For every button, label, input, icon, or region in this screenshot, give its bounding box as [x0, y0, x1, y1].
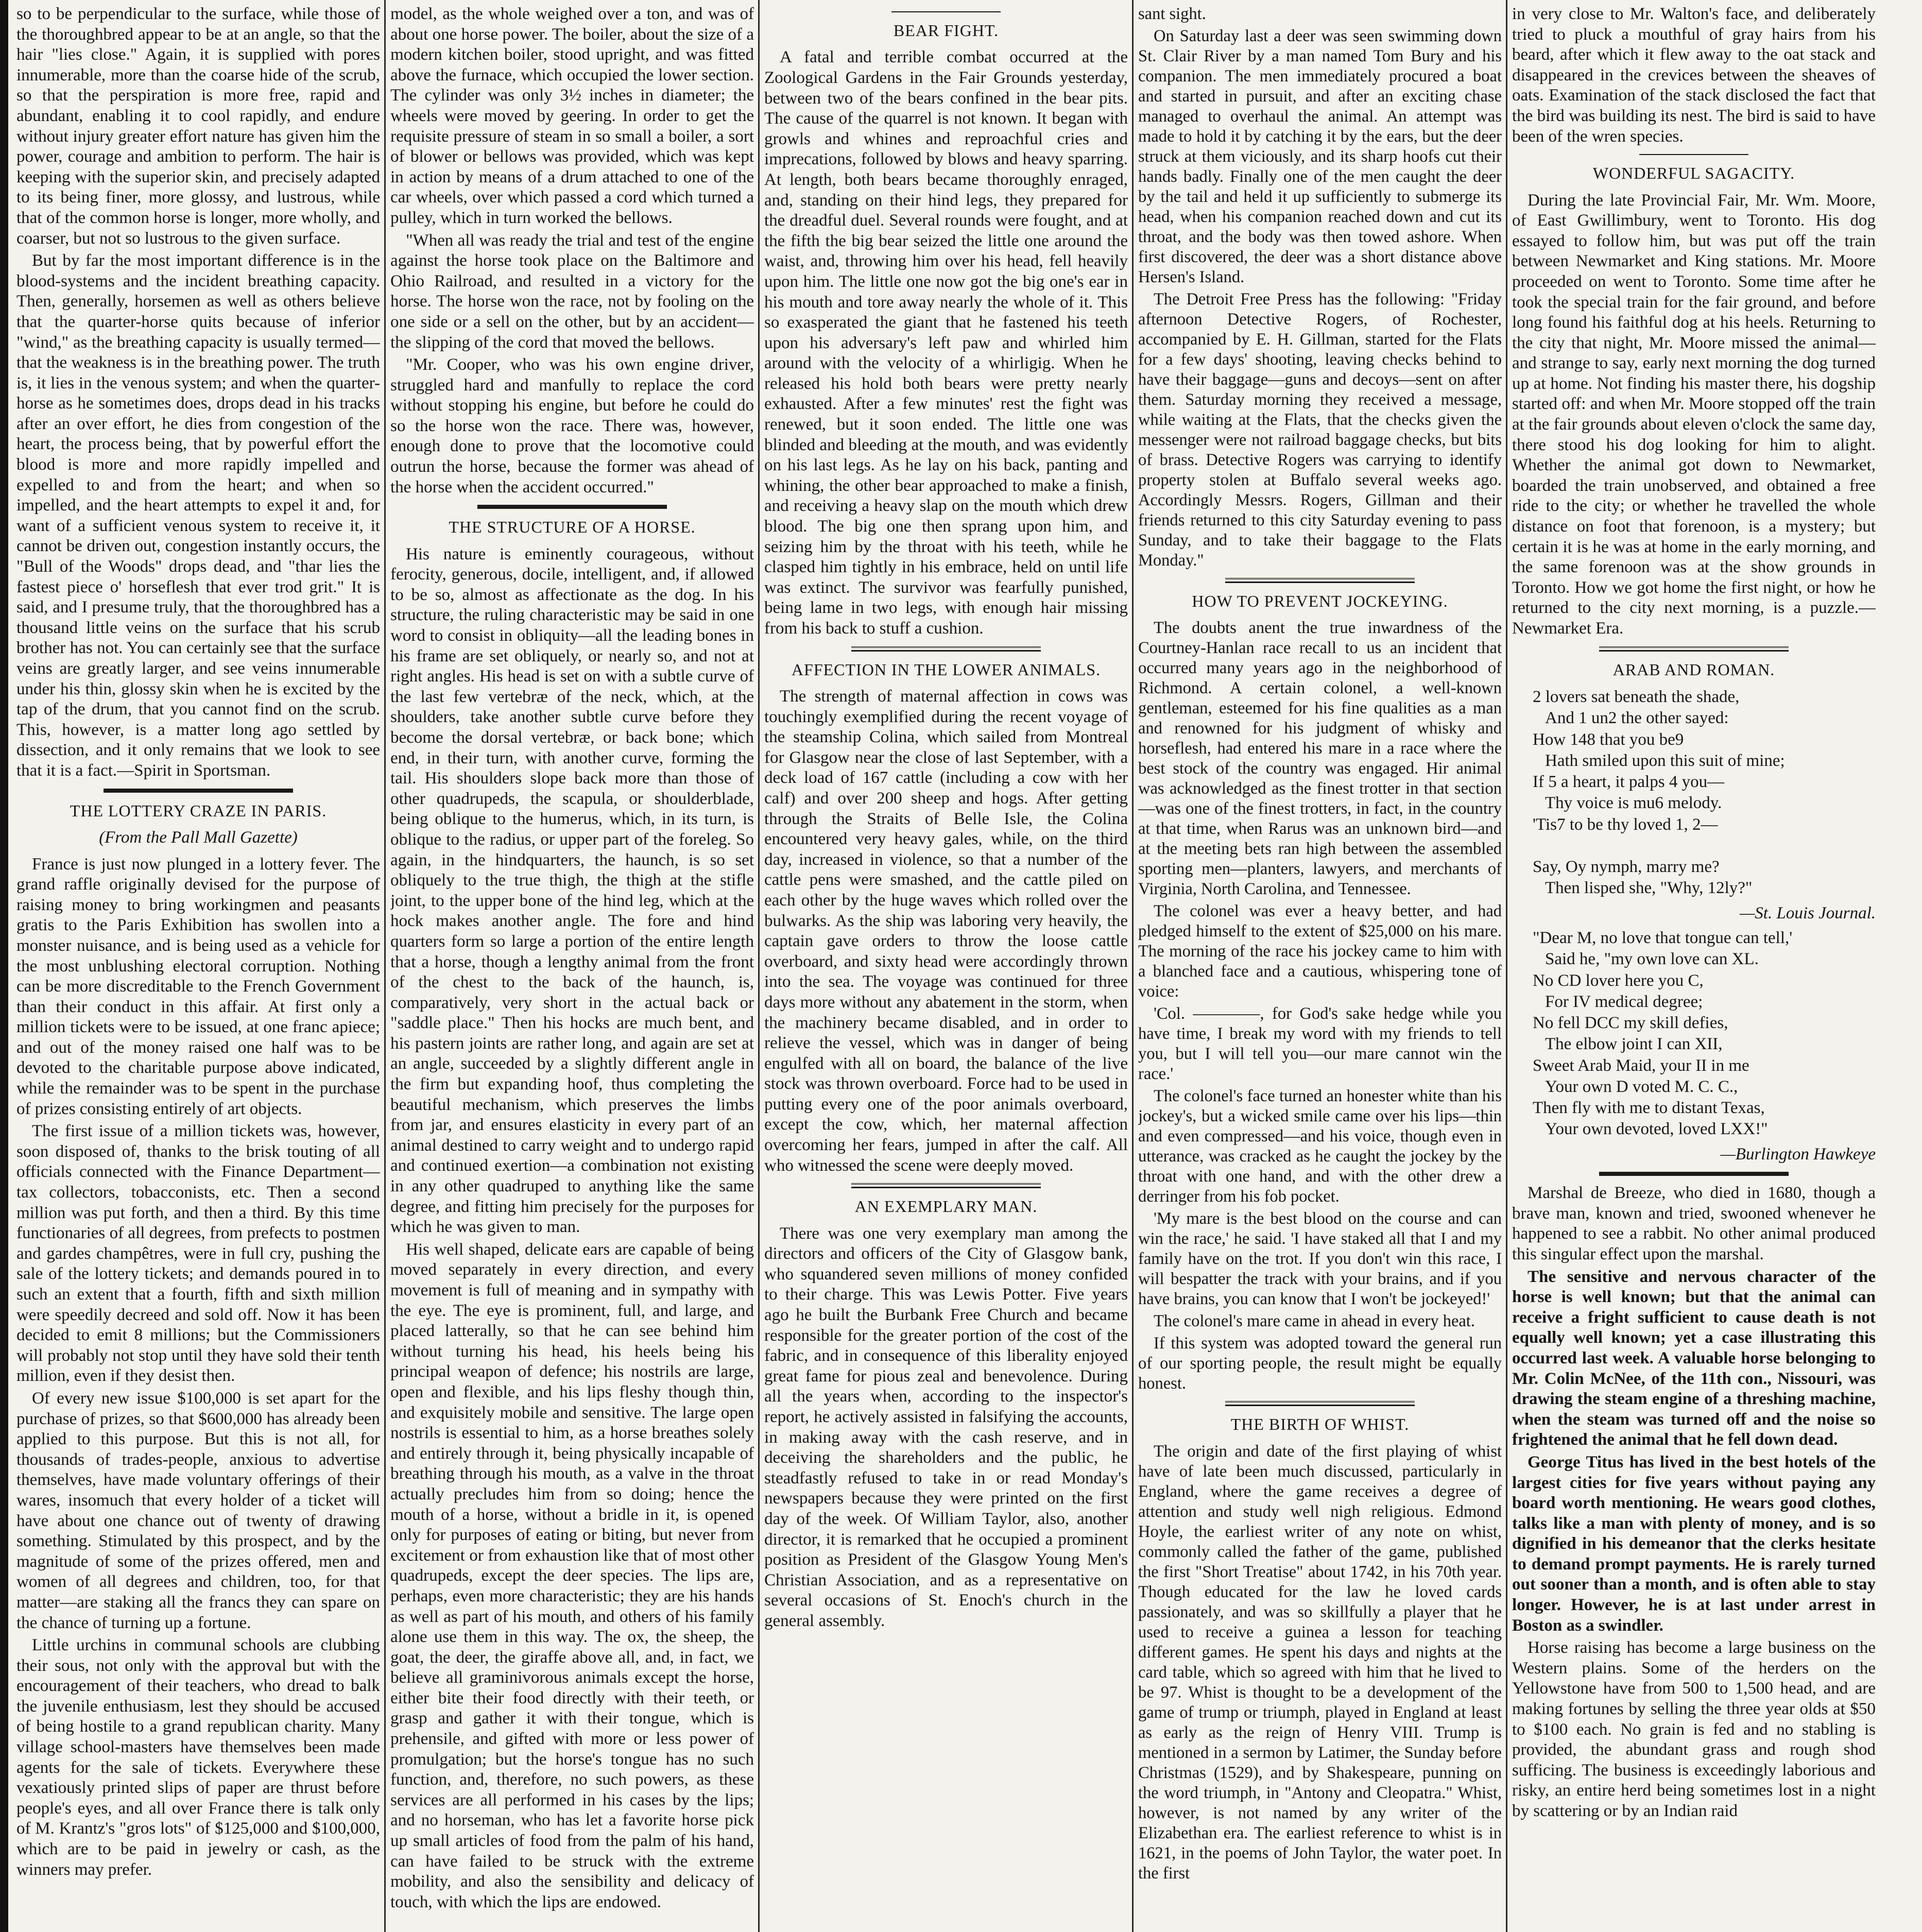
article-paragraph: The colonel was ever a heavy better, and had pledged himself to the extent of $25,000 on his mare. The morning of the race his jockey came to him with a blanched face and a cautious, whispering tone of voice: [1138, 902, 1502, 1001]
poem-line: How 148 that you be9 [1533, 730, 1684, 749]
article-paragraph: The origin and date of the first playing of whist have of late been much discussed, particularly in England, where the game receives a degree of attention and study well nigh religious. Edmond Hoyle, the earliest writer of any note on whist, commonly called the father of the game, published the first "Short Treatise" about 1742, in his 70th year. Though educated for the law he loved cards passionately, and was so skillfully a player that he used to receive a guinea a lesson for teaching different games. He spent his days and nights at the card table, which so agreed with him that he lived to be 97. Whist is thought to be a development of the game of trump or triumph, played in England at least as early as the reign of Henry VIII. Trump is mentioned in a sermon by Latimer, the Sunday before Christmas (1529), and by Shakespeare, punning on the word triumph, in "Antony and Cleopatra." Whist, however, is not named by any writer of the Elizabethan era. The earliest reference to whist is in 1621, in the poems of John Taylor, the water poet. In the first [1138, 1442, 1502, 1883]
article-headline: THE LOTTERY CRAZE IN PARIS. [70, 801, 327, 820]
poem-line: Thy voice is mu6 melody. [1545, 794, 1722, 813]
article-paragraph: 'Col. ————, for God's sake hedge while you have time, I break my word with my friends to tell you, but I will tell you—our mare cannot win the race.' [1138, 1004, 1502, 1084]
article-paragraph: Horse raising has become a large business on the Western plains. Some of the herders on the Yellowstone have from 500 to 1,500 head, and are making fortunes by selling the three year olds at $50 to $100 each. No grain is fed and no stabling is provided, the abundant grass and rough shod sufficing. The business is exceedingly laborious and risky, an entire herd being sometimes lost in a night by scattering or by an Indian raid [1512, 1638, 1876, 1820]
poem-line: "Dear M, no love that tongue can tell,' [1533, 929, 1793, 948]
article-paragraph: "Mr. Cooper, who was his own engine driver, struggled hard and manfully to replace the cord without stopping his engine, but before he could do so the horse won the race. There was, however, enough done to prove that the locomotive could outrun the horse, because the former was ahead of the horse when the accident occurred." [390, 355, 754, 497]
article-paragraph: Little urchins in communal schools are clubbing their sous, not only with the approval but with the encouragement of their teachers, who dread to balk the juvenile enthusiasm, lest they should be accused of being hostile to a grand republican charity. Many village school-masters have themselves been made agents for the sale of tickets. Everywhere these vexatiously printed slips of paper are thrust before people's eyes, and all over France there is talk only of M. Krantz's "gros lots" of $125,000 and $100,000, which are to be paid in jewelry or cash, as the winners may prefer. [16, 1636, 380, 1879]
article-headline: THE STRUCTURE OF A HORSE. [449, 518, 696, 537]
article-paragraph: On Saturday last a deer was seen swimming down St. Clair River by a man named Tom Bury and his companion. The men immediately procured a boat and started in pursuit, and after an exciting chase managed to overhaul the animal. An attempt was made to hold it by catching it by the ears, but the deer struck at them viciously, and its sharp hoofs cut their hands badly. Finally one of the men caught the deer by the tail and held it up sufficiently to submerge its head, when his companion reached down and cut its throat, and the body was then towed ashore. When first discovered, the deer was a short distance above Hersen's Island. [1138, 27, 1502, 286]
article-paragraph: The colonel's face turned an honester white than his jockey's, but a wicked smile came over his lips—thin and even compressed—and his voice, though even in utterance, was cracked as he caught the jockey by the throat with one hand, and with the other drew a derringer from his fob pocket. [1138, 1087, 1502, 1206]
section-divider [104, 789, 293, 793]
column-2 [390, 4, 754, 1928]
column-rule [384, 0, 386, 1932]
section-divider [891, 11, 1001, 12]
article-paragraph: The sensitive and nervous character of the horse is well known; but that the animal can receive a fright sufficient to cause death is not equally well known; yet a case illustrating this occurred last week. A valuable horse belonging to Mr. Colin McNee, of the 11th con., Nissouri, was drawing the steam engine of a threshing machine, when the steam was turned off and the noise so frightened the animal that he fell down dead. [1512, 1267, 1876, 1449]
column-4 [1138, 4, 1502, 1928]
article-headline: BEAR FIGHT. [893, 21, 999, 40]
article-paragraph: The colonel's mare came in ahead in every heat. [1154, 1312, 1475, 1331]
article-paragraph: sant sight. [1138, 5, 1206, 23]
article-paragraph: George Titus has lived in the best hotels of the largest cities for five years without paying any board worth mentioning. He wears good clothes, talks like a man with plenty of money, and is so dignified in his demeanor that the clerks hesitate to demand prompt payments. He is rarely turned out sooner than a month, and is often able to stay longer. However, he is at last under arrest in Boston as a swindler. [1512, 1452, 1876, 1635]
section-divider [1225, 1401, 1414, 1406]
poem-line: Hath smiled upon this suit of mine; [1545, 751, 1785, 770]
column-5 [1512, 4, 1876, 1928]
column-3 [764, 4, 1128, 1928]
article-headline: HOW TO PREVENT JOCKEYING. [1192, 592, 1448, 610]
source-credit: —Burlington Hawkeye [1720, 1144, 1876, 1164]
section-divider [477, 505, 666, 509]
source-credit: —St. Louis Journal. [1739, 903, 1876, 922]
section-divider [1599, 1172, 1788, 1176]
poem-line: Then fly with me to distant Texas, [1533, 1099, 1765, 1118]
poem-line: No CD lover here you C, [1533, 971, 1704, 990]
poem-block [1533, 687, 1876, 899]
article-paragraph: Of every new issue $100,000 is set apart for the purchase of prizes, so that $600,000 has already been applied to this purpose. But this is not all, for thousands of trades-people, anxious to advertise themselves, have made voluntary offerings of their wares, insomuch that every holder of a ticket will have about one chance out of twenty of drawing something. Stimulated by this prospect, and by the magnitude of some of the prizes offered, men and women of all degrees and children, too, for that matter—are staking all the francs they can spare on the chance of turning up a fortune. [16, 1389, 380, 1632]
poem-line: Sweet Arab Maid, your II in me [1533, 1056, 1749, 1075]
article-paragraph: His well shaped, delicate ears are capable of being moved separately in every direction, and every movement is full of meaning and in sympathy with the eye. The eye is prominent, full, and large, and placed latterally, so that he can see behind him without turning his head, his heels being his principal weapon of defence; his nostrils are large, open and flexible, and his lips fleshy though thin, and exquisitely mobile and sensitive. The large open nostrils is essential to him, as a horse breathes solely and entirely through it, being physically incapable of breathing through his mouth, as a valve in the throat actually precludes him from so doing; hence the mouth of a horse, without a bridle in it, is opened only for purposes of eating or biting, but never from excitement or from exhaustion like that of most other quadrupeds, except the deer species. The lips are, perhaps, even more characteristic; they are his hands as well as part of his mouth, and others of his family alone use them in this way. The ox, the sheep, the goat, the deer, the giraffe above all, and, in fact, we believe all graminivorous animals except the horse, either bite their food directly with their teeth, or grasp and gather it with their tongue, which is prehensile, and gifted with more or less power of promulgation; but the horse's tongue has no such function, and, therefore, no such powers, as these services are all performed in his cases by the lips; and no horseman, who has let a favorite horse pick up small articles of food from the palm of his hand, can have failed to be struck with the extreme mobility, and also the sensibility and delicacy of touch, with which the lips are endowed. [390, 1240, 754, 1911]
article-paragraph: If this system was adopted toward the general run of our sporting people, the result might be equally honest. [1138, 1334, 1502, 1393]
article-paragraph: Marshal de Breeze, who died in 1680, though a brave man, known and tried, swooned whenever he happened to see a rabbit. No other animal produced this singular effect upon the marshal. [1512, 1184, 1876, 1263]
poem-line [1533, 835, 1876, 857]
column-rule [1132, 0, 1134, 1932]
article-paragraph: The first issue of a million tickets was, however, soon disposed of, thanks to the brisk touting of all officials connected with the Finance Department—tax collectors, tobacconists, etc. Then a second million was put forth, and then a third. By this time functionaries of all degrees, from prefects to postmen and gardes champêtres, were in full cry, pushing the sale of the lottery tickets; and demands poured in to such an extent that a fourth, fifth and sixth million were speedily decreed and sold off. Now it has been decided to emit 8 millions; but the Commissioners will probably not stop until they have sold their tenth million, even if they desist then. [16, 1122, 380, 1386]
column-1 [16, 4, 380, 1928]
poem-line: And 1 un2 the other sayed: [1545, 709, 1729, 728]
article-headline: THE BIRTH OF WHIST. [1230, 1415, 1410, 1434]
section-divider [851, 646, 1040, 652]
section-divider [1599, 646, 1788, 652]
article-paragraph: The strength of maternal affection in cows was touchingly exemplified during the recent voyage of the steamship Colina, which sailed from Montreal for Glasgow near the close of last September, with a deck load of 167 cattle (including a cow with her calf) and over 200 sheep and hogs. After getting through the Straits of Belle Isle, the Colina encountered very heavy gales, while, on the third day, increased in violence, so that a number of the cattle pens were smashed, and the cattle piled on each other by the huge waves which rolled over the bulwarks. As the ship was laboring very heavily, the captain gave orders to throw the loose cattle overboard, and sixty head were accordingly thrown into the sea. The voyage was continued for three days more without any abatement in the storm, when the machinery became disabled, and in order to relieve the vessel, which was in danger of being engulfed with all on board, the balance of the live stock was thrown overboard. Force had to be used in putting every one of the poor animals overboard, except the cow, which, her maternal affection overcoming her fears, jumped in after the calf. All who witnessed the scene were deeply moved. [764, 687, 1128, 1175]
article-paragraph: A fatal and terrible combat occurred at the Zoological Gardens in the Fair Grounds yesterday, between two of the bears confined in the bear pits. The cause of the quarrel is not known. It began with growls and whines and reproachful cries and imprecations, followed by blows and heavy sparring. At length, both bears became thoroughly enraged, and, standing on their hind legs, they prepared for the dreadful duel. Several rounds were fought, and at the fifth the big bear seized the little one around the waist, and, throwing him over his head, fell heavily upon him. The little one now got the big one's ear in his mouth and tore away nearly the whole of it. This so exasperated the giant that he fastened his teeth upon his adversary's left paw and whirled him around with the velocity of a whirligig. When he released his hold both bears were pretty nearly exhausted. After a few minutes' rest the fight was renewed, but it soon ended. The little one was blinded and bleeding at the mouth, and was evidently on his last legs. As he lay on his back, panting and whining, the other bear approached to make a finish, and receiving a heavy slap on the mouth which drew blood. The big one then sprang upon him, and seizing him by the throat with his teeth, while he clasped him tightly in his embrace, held on until life was extinct. The survivor was fearfully punished, being lame in two legs, with enough hair missing from his back to stuff a cushion. [764, 48, 1128, 638]
poem-line: Say, Oy nymph, marry me? [1533, 858, 1720, 876]
article-paragraph: France is just now plunged in a lottery fever. The grand raffle originally devised for the purpose of raising money to bring workingmen and peasants gratis to the Paris Exhibition has swollen into a monster nuisance, and is being used as a vehicle for the most unblushing electoral corruption. Nothing can be more discreditable to the French Government than their conduct in this affair. At first only a million tickets were to be issued, at one franc apiece; and out of the money raised one half was to be devoted to the charitable purpose above indicated, while the remainder was to be spent in the purchase of prizes consisting entirely of art objects. [16, 854, 380, 1118]
article-paragraph: The doubts anent the true inwardness of the Courtney-Hanlan race recall to us an incident that occurred many years ago in the neighborhood of Richmond. A certain colonel, a well-known gentleman, esteemed for his fine qualities as a man and renowned for his judgment of whisky and horseflesh, had entered his mare in a race where the best stock of the country was engaged. Hir animal was acknowledged as the finest trotter in that section—was one of the finest trotters, in fact, in the country at that time, when Rarus was an unknown bird—and at the meeting bets ran high between the assembled sporting men—planters, lawyers, and merchants of Virginia, North Carolina, and Tennessee. [1138, 619, 1502, 899]
article-paragraph: But by far the most important difference is in the blood-systems and the incident breathing capacity. Then, generally, horsemen as well as others believe that the quarter-horse quits because of inferior "wind," as the breathing capacity is usually termed—that the weakness is in the breathing power. The truth is, it lies in the venous system; and when the quarter-horse as he sometimes does, drops dead in his tracks after an over effort, he dies from congestion of the heart, the process being, that by powerful effort the blood is more and more rapidly impelled and expelled to and from the heart; and when so impelled, and the heart attempts to expel it and, for want of a sufficient venous system to receive it, it cannot be driven out, congestion instantly occurs, the "Bull of the Woods" drops dead, and "thar lies the fastest piece o' horseflesh that ever trod grit." It is said, and I presume truly, that the thoroughbred has a thousand little veins on the surface that his scrub brother has not. You can certainly see that the surface veins are greatly larger, and see veins innumerable under his thin, glossy skin when he is excited by the tap of the drum, that you cannot find on the scrub. This, however, is a matter long ago settled by dissection, and it only remains that we look to see that it is a fact.—Spirit in Sportsman. [16, 251, 380, 780]
source-line: (From the Pall Mall Gazette) [99, 828, 298, 847]
article-paragraph: The Detroit Free Press has the following: "Friday afternoon Detective Rogers, of Rochester, accompanied by E. H. Gillman, started for the Flats for a few days' shooting, leaving checks behind to have their baggage—guns and decoys—sent on after them. Saturday morning they received a message, while waiting at the Flats, that the checks given the messenger were not railroad baggage checks, but bits of brass. Detective Rogers was carrying to identify property stolen at Buffalo several weeks ago. Accordingly Messrs. Rogers, Gillman and their friends returned to this city Saturday evening to pass Sunday, and to take their baggage to the Flats Monday." [1138, 290, 1502, 570]
article-paragraph: There was one very exemplary man among the directors and officers of the City of Glasgow bank, who squandered seven millions of money confided to their charge. This was Lewis Potter. Five years ago he built the Burbank Free Church and became responsible for the greater portion of the cost of the fabric, and in consequence of this liberality enjoyed great fame for pious zeal and benevolence. During all the years when, according to the inspector's report, he actively assisted in falsifying the accounts, in making away with the cash reserve, and in deceiving the shareholders and the public, he steadfastly refused to take in or read Monday's newspapers because they were printed on the first day of the week. Of William Taylor, also, another director, it is remarked that he occupied a prominent position as President of the Glasgow Young Men's Christian Association, and as a representative on several occasions of St. Enoch's church in the general assembly. [764, 1224, 1128, 1630]
article-headline: WONDERFUL SAGACITY. [1592, 164, 1795, 183]
article-paragraph: in very close to Mr. Walton's face, and deliberately tried to pluck a mouthful of gray hairs from his beard, after which it flew away to the oat stack and disappeared in the crevices between the sheaves of oats. Examination of the stack disclosed the fact that the bird was building its nest. The bird is said to have been of the wren species. [1512, 5, 1876, 146]
article-headline: ARAB AND ROMAN. [1612, 660, 1775, 679]
article-paragraph: so to be perpendicular to the surface, while those of the thoroughbred appear to be at an angle, so that the hair "lies close." Again, it is supplied with pores innumerable, more than the coarse hide of the scrub, so that the perspiration is more free, rapid and abundant, enabling it to cool rapidly, and endure without injury greater effort nature has given him the power, courage and ambition to perform. The hair is keeping with the superior skin, and precisely adapted to its being finer, more glossy, and lustrous, while that of the common horse is longer, more wholly, and coarser, but not so lustrous to the given surface. [16, 5, 380, 248]
poem-line: If 5 a heart, it palps 4 you— [1533, 773, 1725, 791]
article-paragraph: During the late Provincial Fair, Mr. Wm. Moore, of East Gwillimbury, went to Toronto. His dog essayed to follow him, but was put off the train between Newmarket and King stations. Mr. Moore proceeded on went to Toronto. Some time after he took the special train for the fair ground, and before long found his faithful dog at his heels. Returning to the city that night, Mr. Moore missed the animal—and strange to say, early next morning the dog turned up at home. Not finding his master there, his dogship started off: and when Mr. Moore stopped off the train at the fair grounds about eleven o'clock the same day, there stood his dog looking for him to alight. Whether the animal got down to Newmarket, boarded the train unobserved, and obtained a free ride to the city; or whether he travelled the whole distance on foot that forenoon, is a mystery; but certain it is he was at home in the early morning, and the same forenoon was at the show grounds in Toronto. How we got home the first night, or how he returned to the city next morning, is a puzzle.—Newmarket Era. [1512, 191, 1876, 638]
column-rule [1506, 0, 1507, 1932]
poem-line: Said he, "my own love can XL. [1545, 950, 1759, 969]
poem-line: 2 lovers sat beneath the shade, [1533, 688, 1740, 706]
article-paragraph: 'My mare is the best blood on the course and can win the race,' he said. 'I have staked all that I and my family have on the trot. If you don't win this race, I will bespatter the track with your brains, and if you have brains, you can know that I won't be jockeyed!' [1138, 1209, 1502, 1309]
poem-line: Your own devoted, loved LXX!" [1545, 1120, 1768, 1139]
poem-line: Your own D voted M. C. C., [1545, 1077, 1738, 1096]
poem-line: Then lisped she, "Why, 12ly?" [1545, 879, 1753, 898]
article-paragraph: His nature is eminently courageous, without ferocity, generous, docile, intelligent, and, if allowed to be so, almost as affectionate as the dog. In his structure, the ruling characteristic may be said in one word to consist in obliquity—all the leading bones in his frame are set obliquely, or nearly so, and not at right angles. His head is set on with a subtle curve of the last few vertebræ of the neck, which, at the shoulders, take another subtle curve before they become the dorsal vertebræ, or back bone; which end, in their turn, with another curve, forming the tail. His shoulders slope back more than those of other quadrupeds, the scapula, or shoulderblade, being oblique to the humerus, which, in its turn, is oblique to the radius, or upper part of the foreleg. So again, in the hindquarters, the haunch, is so set obliquely to the true thigh, the thigh at the stifle joint, to the upper bone of the hind leg, which at the hock makes another angle. The fore and hind quarters form so large a portion of the entire length that a horse, though a lengthy animal from the front of the chest to the back of the haunch, is, comparatively, very short in the actual back or "saddle place." Then his hocks are much bent, and his pastern joints are rather long, and again are set at an angle, succeeded by a slightly different angle in the firm but expanding hoof, thus completing the beautiful mechanism, which preserves the limbs from jar, and ensures elasticity in every part of an animal destined to carry weight and to undergo rapid and continued exertion—a combination not existing in any other quadruped to anything like the same degree, and fitting him precisely for the purposes for which he was given to man. [390, 544, 754, 1237]
article-headline: AN EXEMPLARY MAN. [854, 1197, 1038, 1216]
section-divider [851, 1183, 1040, 1188]
article-headline: AFFECTION IN THE LOWER ANIMALS. [791, 660, 1101, 679]
poem-line: The elbow joint I can XII, [1545, 1035, 1723, 1054]
article-paragraph: "When all was ready the trial and test of the engine against the horse took place on the Baltimore and Ohio Railroad, and resulted in a victory for the horse. The horse won the race, not by fooling on the one side or a sell on the other, but by an accident—the slipping of the cord that moved the bellows. [390, 231, 754, 352]
poem-line: 'Tis7 to be thy loved 1, 2— [1533, 815, 1718, 834]
poem-line: For IV medical degree; [1545, 992, 1703, 1011]
section-divider [1639, 154, 1748, 155]
section-divider [1225, 578, 1414, 583]
poem-line: No fell DCC my skill defies, [1533, 1014, 1728, 1033]
article-paragraph: model, as the whole weighed over a ton, and was of about one horse power. The boiler, about the size of a modern kitchen boiler, stood upright, and was fitted above the furnace, which occupied the lower section. The cylinder was only 3½ inches in diameter; the wheels were moved by geering. In order to get the requisite pressure of steam in so small a boiler, a sort of blower or bellows was provided, which was kept in action by means of a drum attached to one of the car wheels, over which passed a cord which turned a pulley, which in turn worked the bellows. [390, 5, 754, 227]
column-rule [758, 0, 760, 1932]
poem-block [1533, 928, 1876, 1140]
